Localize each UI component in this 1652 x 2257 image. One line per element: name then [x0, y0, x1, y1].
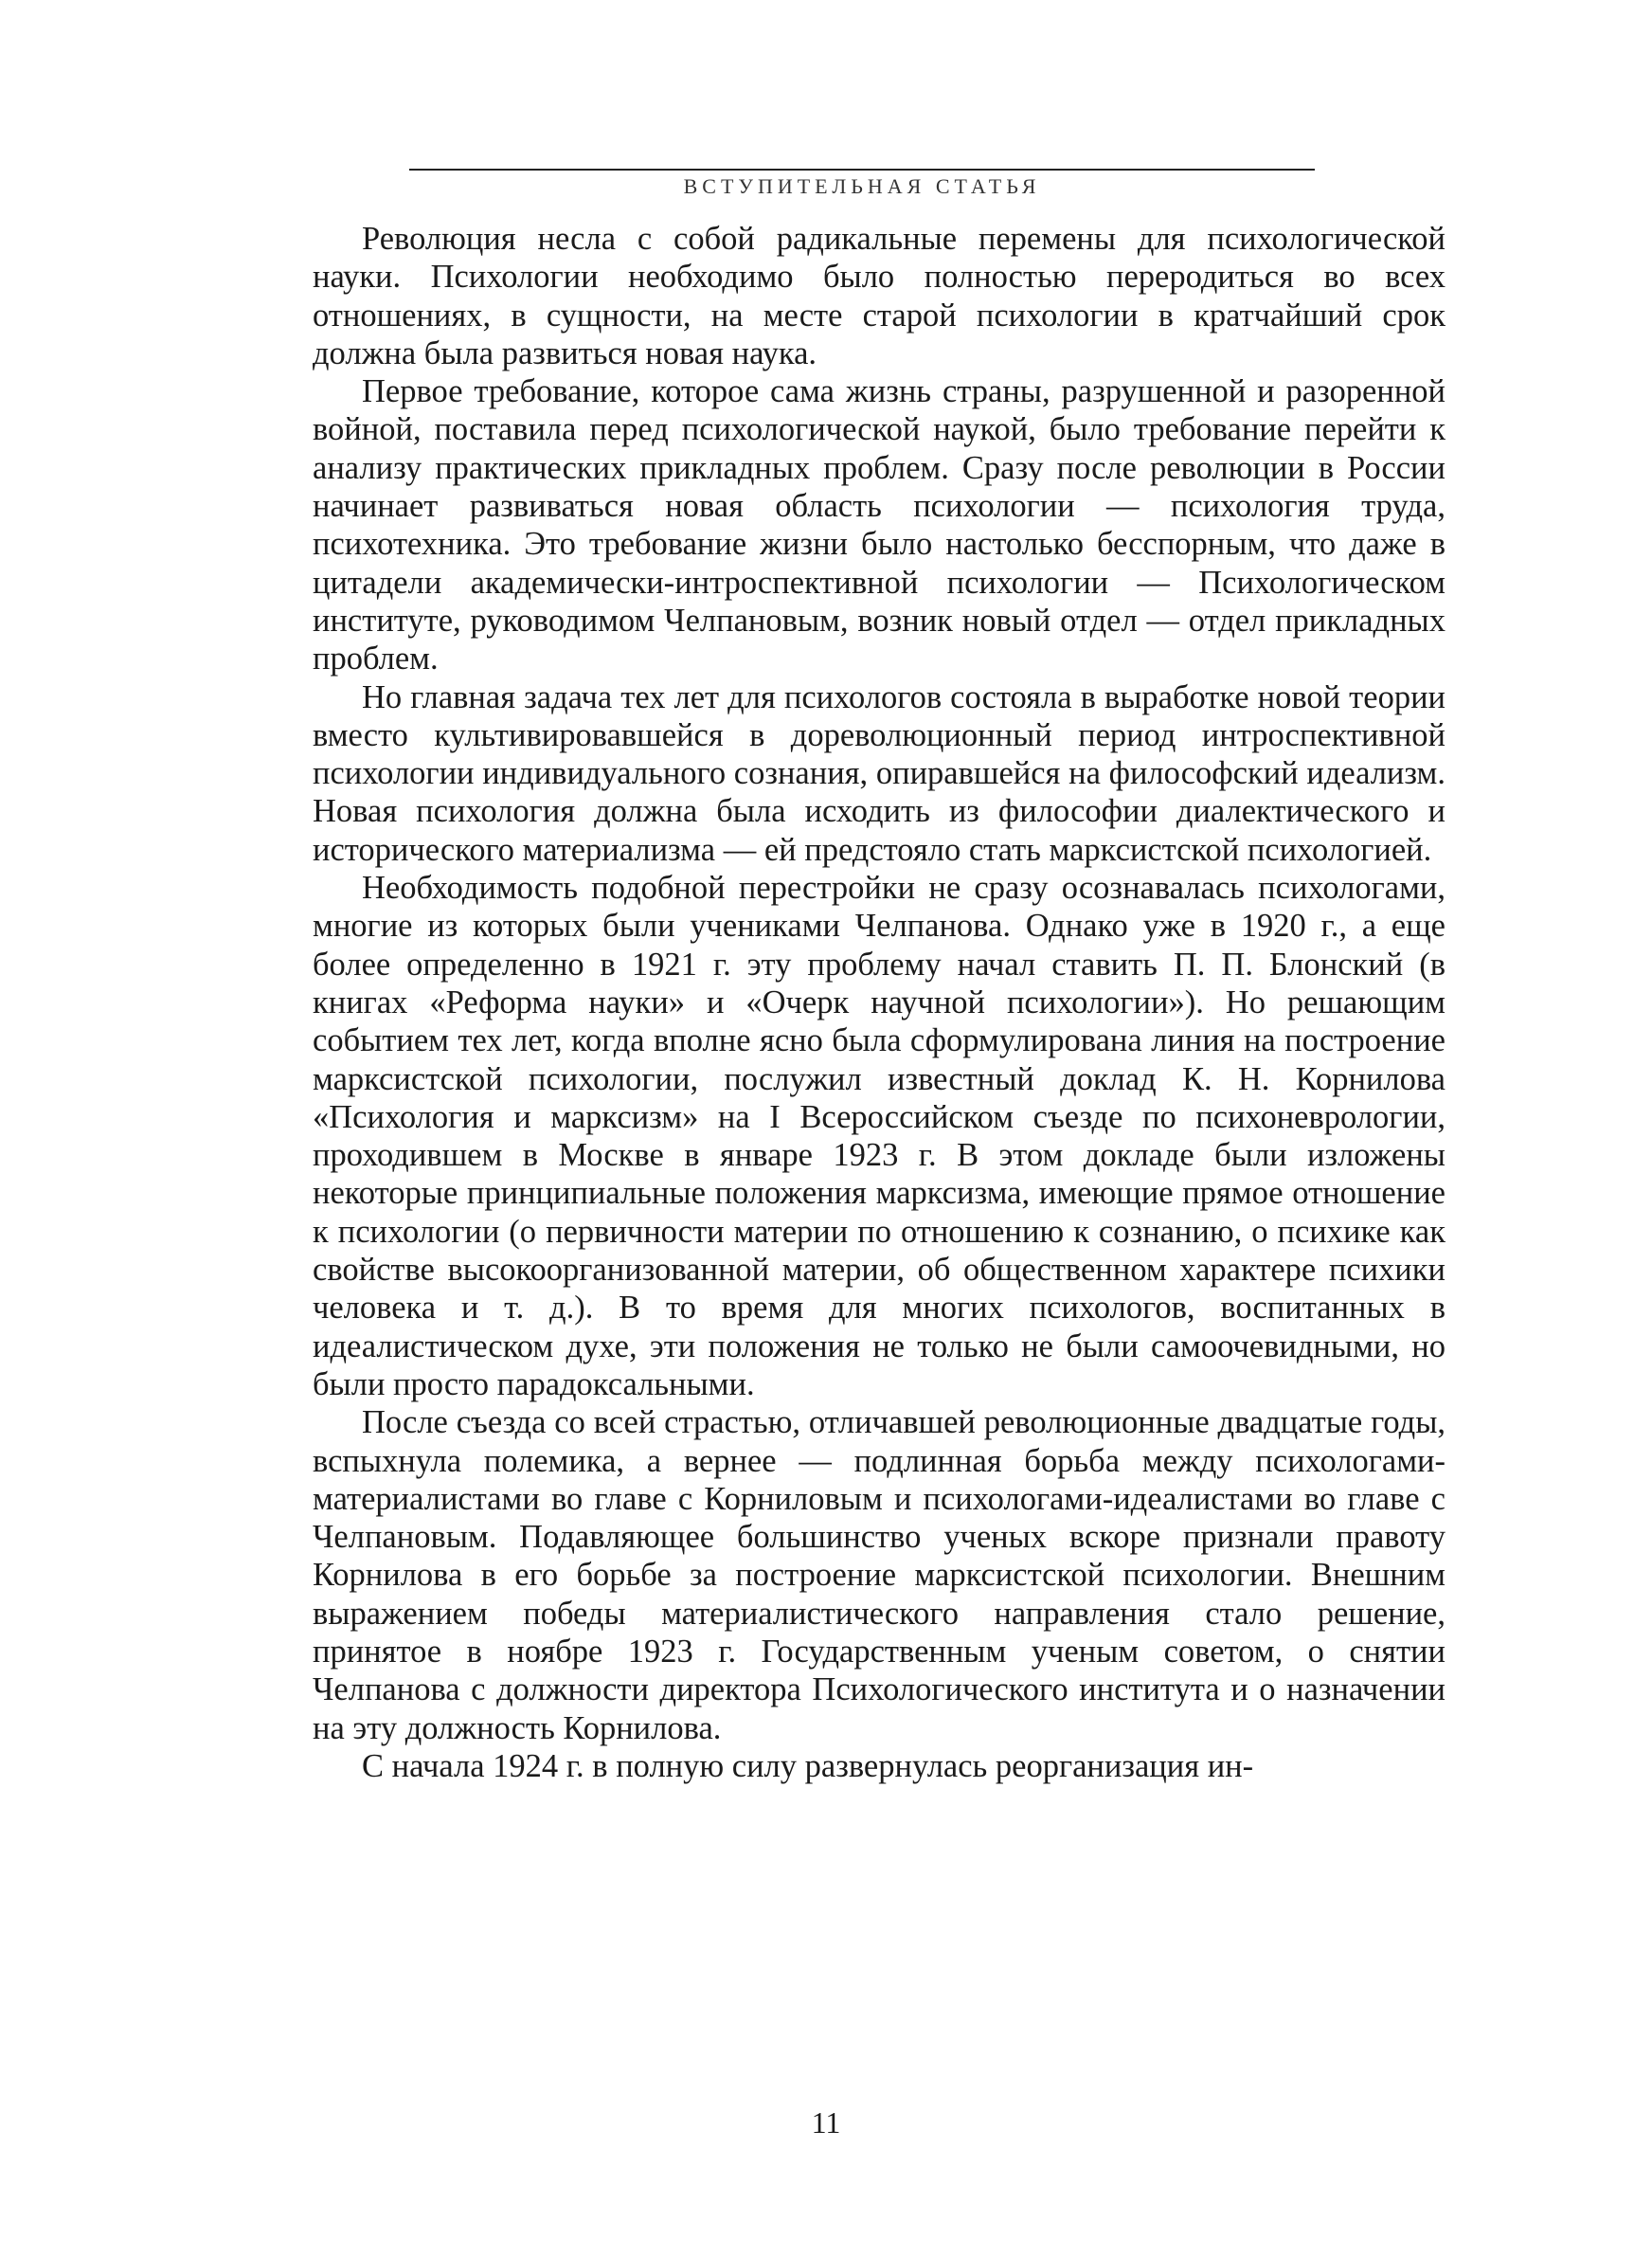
running-head: ВСТУПИТЕЛЬНАЯ СТАТЬЯ: [683, 174, 1041, 198]
body-text: [313, 220, 1446, 1785]
header-rule: [409, 169, 1315, 171]
paragraph-4: Необходимость подобной перестройки не сразу осознавалась психологами, многие из которых были учениками Челпанова. Однако уже в 1920 г., а еще более определенно в 1921 г. эту проблему начал ставить П. П. Блонский (в книгах «Реформа науки» и «Очерк научной психологии»). Но решающим событием тех лет, когда вполне ясно была сформулирована линия на построение марксистской психологии, послужил известный доклад К. Н. Корнилова «Психология и марксизм» на I Всероссийском съезде по психоневрологии, проходившем в Москве в январе 1923 г. В этом докладе были изложены некоторые принципиальные положения марксизма, имеющие прямое отношение к психологии (о первичности материи по отношению к сознанию, о психике как свойстве высокоорганизованной материи, об общественном характере психики человека и т. д.). В то время для многих психологов, воспитанных в идеалистическом духе, эти положения не только не были самоочевидными, но были просто парадоксальными.: [313, 870, 1446, 1402]
paragraph-6: С начала 1924 г. в полную силу развернулась реорганизация ин-: [362, 1747, 1254, 1784]
page-number: 11: [811, 2105, 841, 2140]
paragraph-5: После съезда со всей страстью, отличавшей революционные двадцатые годы, вспыхнула полемика, а вернее — подлинная борьба между психологами-материалистами во главе с Корниловым и психологами-идеалистами во главе с Челпановым. Подавляющее большинство ученых вскоре признали правоту Корнилова в его борьбе за построение марксистской психологии. Внешним выражением победы материалистического направления стало решение, принятое в ноябре 1923 г. Государственным ученым советом, о снятии Челпанова с должности директора Психологического института и о назначении на эту должность Корнилова.: [313, 1404, 1446, 1746]
paragraph-1: Революция несла с собой радикальные перемены для психологической науки. Психологии необходимо было полностью переродиться во всех отношениях, в сущности, на месте старой психологии в кратчайший срок должна была развиться новая наука.: [313, 221, 1446, 371]
paragraph-3: Но главная задача тех лет для психологов состояла в выработке новой теории вместо культивировавшейся в дореволюционный период интроспективной психологии индивидуального сознания, опиравшейся на философский идеализм. Новая психология должна была исходить из философии диалектического и исторического материализма — ей предстояло стать марксистской психологией.: [313, 678, 1446, 868]
paragraph-2: Первое требование, которое сама жизнь страны, разрушенной и разоренной войной, поставила перед психологической наукой, было требование перейти к анализу практических прикладных проблем. Сразу после революции в России начинает развиваться новая область психологии — психология труда, психотехника. Это требование жизни было настолько бесспорным, что даже в цитадели академически-интроспективной психологии — Психологическом институте, руководимом Челпановым, возник новый отдел — отдел прикладных проблем.: [313, 373, 1446, 677]
